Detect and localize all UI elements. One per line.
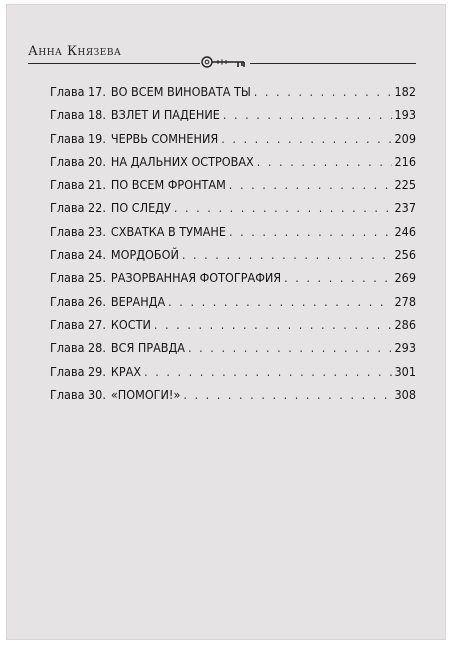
dot-leader (254, 84, 392, 99)
toc-entry (50, 294, 416, 317)
dot-leader (183, 387, 391, 402)
chapter-number: Глава 20. (50, 153, 106, 169)
page-number: 293 (394, 340, 416, 356)
dot-leader (257, 154, 392, 169)
chapter-number: Глава 21. (50, 177, 106, 193)
page-number: 193 (394, 107, 416, 123)
author-name: Анна Князева (28, 44, 122, 59)
chapter-title: ВСЯ ПРАВДА (110, 340, 186, 356)
page-number: 237 (394, 200, 416, 216)
chapter-number: Глава 26. (50, 293, 106, 309)
page-number: 182 (394, 84, 416, 99)
dot-leader (182, 247, 392, 262)
toc-entry (50, 340, 416, 363)
chapter-title: МОРДОБОЙ (110, 247, 179, 263)
toc-entry (50, 224, 416, 247)
chapter-title: ВЗЛЕТ И ПАДЕНИЕ (110, 107, 220, 123)
dot-leader (174, 200, 392, 215)
page-number: 286 (394, 316, 416, 332)
toc-entry (50, 270, 416, 293)
chapter-number: Глава 24. (50, 247, 106, 263)
toc-entry (50, 84, 416, 107)
chapter-title: КОСТИ (110, 316, 151, 332)
chapter-number: Глава 23. (50, 223, 106, 239)
toc-entry (50, 177, 416, 200)
dot-leader (188, 340, 392, 355)
dot-leader (229, 177, 392, 192)
toc-entry (50, 131, 416, 154)
page-number: 246 (394, 223, 416, 239)
chapter-title: ПО СЛЕДУ (110, 200, 171, 216)
chapter-number: Глава 27. (50, 316, 106, 332)
chapter-title: ЧЕРВЬ СОМНЕНИЯ (110, 130, 219, 146)
chapter-title: СХВАТКА В ТУМАНЕ (110, 223, 226, 239)
chapter-title: НА ДАЛЬНИХ ОСТРОВАХ (110, 153, 254, 169)
key-icon (200, 54, 250, 70)
chapter-title: «ПОМОГИ!» (110, 386, 181, 402)
chapter-number: Глава 22. (50, 200, 106, 216)
running-header (28, 44, 416, 64)
dot-leader (223, 107, 392, 122)
toc-entry (50, 364, 416, 387)
toc-entry (50, 247, 416, 270)
chapter-title: ВО ВСЕМ ВИНОВАТА ТЫ (110, 84, 251, 99)
chapter-number: Глава 29. (50, 363, 106, 379)
chapter-number: Глава 30. (50, 386, 106, 402)
chapter-title: РАЗОРВАННАЯ ФОТОГРАФИЯ (110, 270, 282, 286)
table-of-contents (50, 84, 416, 410)
toc-entry (50, 317, 416, 340)
page-number: 225 (394, 177, 416, 193)
chapter-number: Глава 25. (50, 270, 106, 286)
dot-leader (221, 131, 391, 146)
chapter-title: ПО ВСЕМ ФРОНТАМ (110, 177, 226, 193)
page-number: 308 (394, 386, 416, 402)
toc-entry (50, 154, 416, 177)
dot-leader (168, 294, 391, 309)
page-number: 209 (394, 130, 416, 146)
page-number: 301 (394, 363, 416, 379)
chapter-number: Глава 18. (50, 107, 106, 123)
page-number: 216 (394, 153, 416, 169)
chapter-number: Глава 17. (50, 84, 106, 99)
dot-leader (154, 317, 392, 332)
dot-leader (229, 224, 392, 239)
toc-entry (50, 387, 416, 410)
chapter-number: Глава 19. (50, 130, 106, 146)
toc-entry (50, 200, 416, 223)
dot-leader (284, 270, 391, 285)
page-number: 256 (394, 247, 416, 263)
chapter-number: Глава 28. (50, 340, 106, 356)
dot-leader (144, 364, 391, 379)
page-number: 278 (394, 293, 416, 309)
book-page (6, 4, 446, 640)
chapter-title: ВЕРАНДА (110, 293, 166, 309)
toc-entry (50, 107, 416, 130)
chapter-title: КРАХ (110, 363, 142, 379)
page-number: 269 (394, 270, 416, 286)
